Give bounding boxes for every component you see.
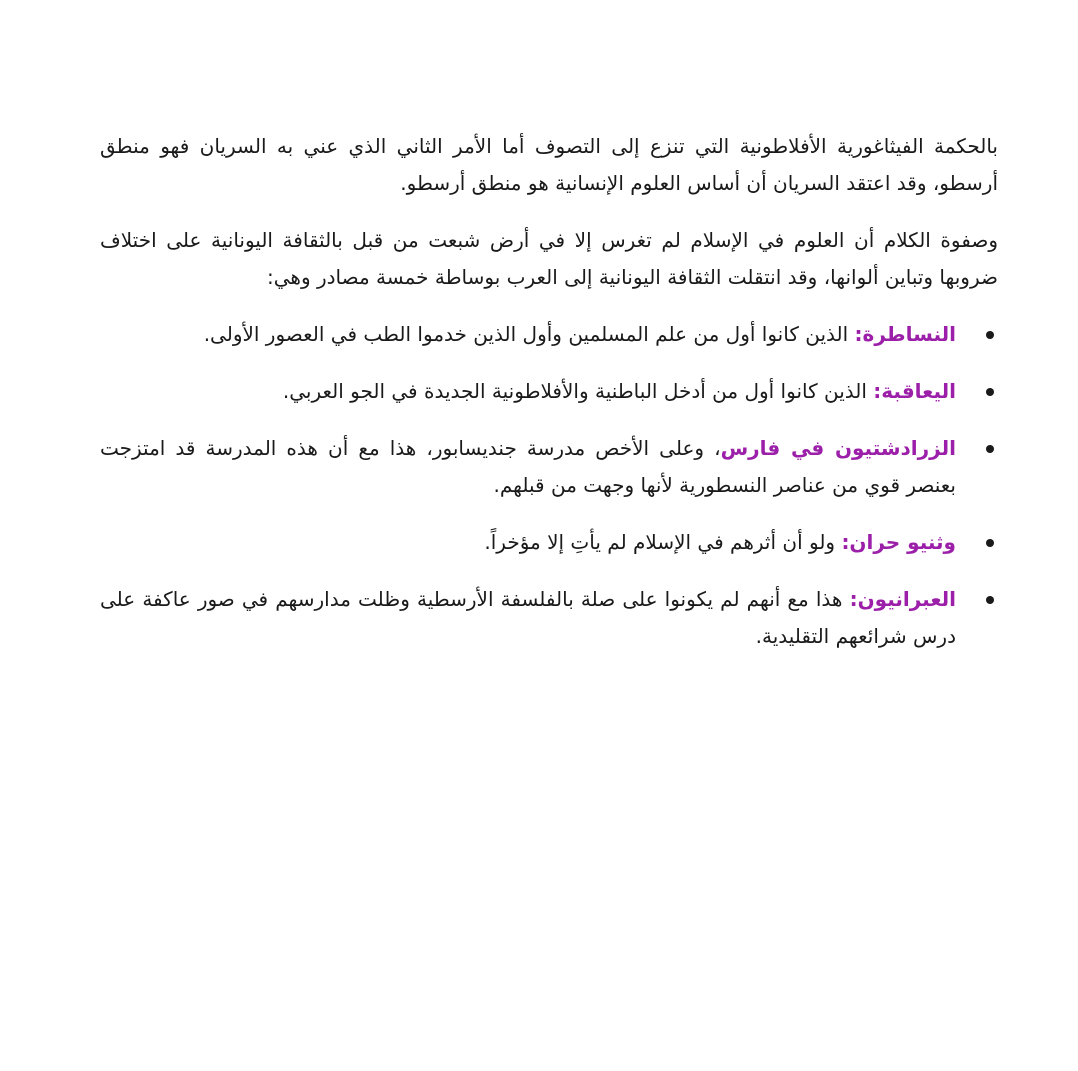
term-hebrews: العبرانيون: (849, 587, 956, 611)
paragraph-summary: وصفوة الكلام أن العلوم في الإسلام لم تغرس إلا في أرض شبعت من قبل بالثقافة اليونانية على اختلاف ضروبها وتباين ألوانها، وقد انتقلت الثقافة اليونانية إلى العرب بوساطة خمسة مصادر وهي: (100, 228, 998, 289)
bullet-icon (986, 539, 994, 547)
list-item (100, 524, 998, 561)
bullet-icon (986, 331, 994, 339)
paragraph-intro: بالحكمة الفيثاغورية الأفلاطونية التي تنزع إلى التصوف أما الأمر الثاني الذي عني به السريان فهو منطق أرسطو، وقد اعتقد السريان أن أساس العلوم الإنسانية هو منطق أرسطو. (100, 134, 998, 195)
bullet-icon (986, 445, 994, 453)
list-item (100, 430, 998, 504)
bullet-icon (986, 596, 994, 604)
bullet-icon (986, 388, 994, 396)
sources-list (100, 316, 998, 655)
list-item-text: ولو أن أثرهم في الإسلام لم يأتِ إلا مؤخراً. (484, 530, 842, 554)
list-item (100, 316, 998, 353)
list-item-text: الذين كانوا أول من علم المسلمين وأول الذين خدموا الطب في العصور الأولى. (203, 322, 855, 346)
list-item (100, 373, 998, 410)
term-harran-pagans: وثنيو حران: (841, 530, 956, 554)
list-item (100, 581, 998, 655)
list-item-text: الذين كانوا أول من أدخل الباطنية والأفلاطونية الجديدة في الجو العربي. (282, 379, 874, 403)
term-jacobites: اليعاقبة: (873, 379, 956, 403)
term-nestorians: النساطرة: (854, 322, 956, 346)
document-page (100, 128, 998, 675)
list-item-text: هذا مع أنهم لم يكونوا على صلة بالفلسفة الأرسطية وظلت مدارسهم في صور عاكفة على درس شرائعهم التقليدية. (100, 587, 956, 648)
term-zoroastrians: الزرادشتيون في فارس (720, 436, 956, 460)
list-item-text: ، وعلى الأخص مدرسة جنديسابور، هذا مع أن هذه المدرسة قد امتزجت بعنصر قوي من عناصر النسطورية لأنها وجهت من قبلهم. (100, 436, 956, 497)
